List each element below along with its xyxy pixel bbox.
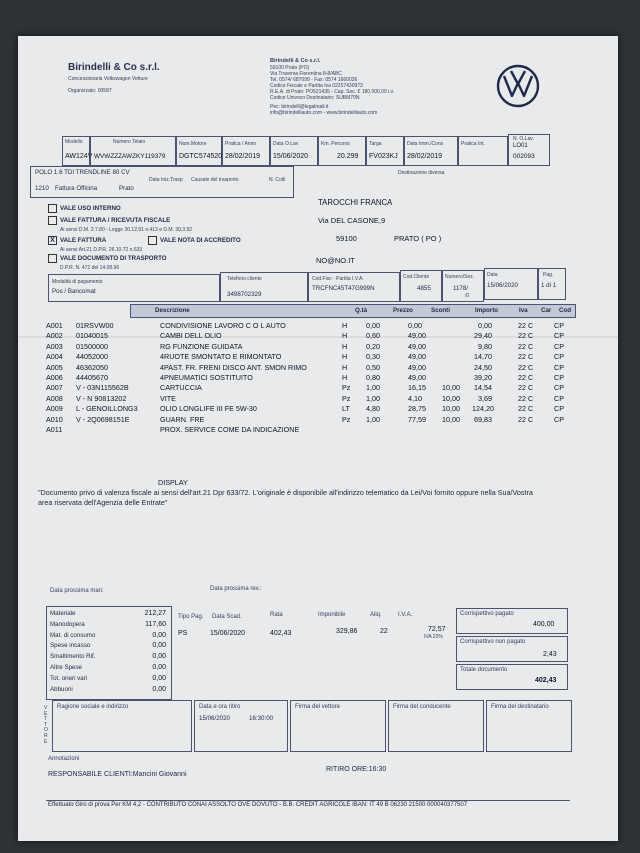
- doc-uso-interno: VALE USO INTERNO: [48, 204, 121, 213]
- field-modello: Modello AW124V: [62, 136, 90, 166]
- cell-desc: 4PAST. FR. FRENI DISCO ANT. SMON RIMO: [160, 362, 307, 372]
- field-olav: N. O.Lav. LO01 002093: [508, 134, 550, 166]
- cell-qty: 0,80: [366, 373, 380, 382]
- cell-code: 44052000: [76, 352, 108, 362]
- customer-street: Via DEL CASONE,9: [318, 216, 386, 225]
- cell-id: A008: [46, 393, 63, 403]
- vehicle-description-box: POLO 1.6 TDI TRENDLINE 80 CV Data Iniz.Trasp Causale del trasporto N. Colli 1210 Fattura Officina Prato: [30, 166, 294, 198]
- cell-code: V - N 90813202: [76, 393, 127, 403]
- cell-cod: CP: [554, 352, 564, 362]
- address-line: Codice Fiscale e Partita Iva 02257430973: [270, 83, 363, 89]
- address-line: Codice Univoco Destinatario: SUBM70N: [270, 95, 360, 101]
- fiscal-notice: "Documento privo di valenza fiscale ai sensi dell'art.21 Dpr 633/72. L'originale è disponibile all'indirizzo telematico da Lei/Voi fornito oppure nella Sua/Vostra area riservata dell'Agenzia delle Entrate": [38, 488, 533, 507]
- cell-qty: 0,30: [366, 352, 380, 362]
- cell-price: 4,10: [408, 393, 422, 403]
- cell-code: 44405670: [76, 373, 108, 382]
- table-row-extra: DISPLAY: [158, 478, 188, 487]
- firma-conducente-box: Firma del conducente: [388, 700, 484, 752]
- totals-label: Spese incasso: [50, 642, 91, 650]
- tax-scadenza: 15/06/2020: [210, 630, 246, 637]
- cell-amount: 0,00: [478, 321, 492, 330]
- tax-aliquota: 22: [380, 628, 388, 635]
- tax-iva-note: IVA 22%: [424, 634, 443, 640]
- cell-cod: CP: [554, 373, 564, 382]
- cell-um: H: [342, 362, 348, 372]
- company-pec: Pec: birindelli@legalmail.it: [270, 104, 329, 110]
- cell-iva: 22 C: [518, 383, 534, 393]
- doc-trasporto: VALE DOCUMENTO DI TRASPORTO: [48, 254, 167, 263]
- totals-label: Manodopera: [50, 620, 85, 628]
- cell-code: L - GENOILLONG3: [76, 404, 138, 414]
- cell-cod: CP: [554, 414, 564, 424]
- cell-id: A002: [46, 331, 63, 341]
- cell-price: 77,59: [408, 414, 426, 424]
- cell-desc: VITE: [160, 393, 176, 403]
- field-data-imm: Data Imm./Cons 28/02/2019: [404, 136, 458, 166]
- totals-value: 117,60: [145, 620, 166, 628]
- cf-box: Cod.Fisc - Partita I.V.A. TRCFNC45T47G999N: [308, 272, 400, 302]
- cell-cod: CP: [554, 393, 564, 403]
- doc-ricevuta: VALE FATTURA / RICEVUTA FISCALE: [48, 216, 170, 225]
- cell-qty: 1,00: [366, 393, 380, 403]
- totals-value: 0,00: [152, 664, 166, 671]
- cell-cod: CP: [554, 362, 564, 372]
- unpaid-value: 2,43: [543, 651, 557, 658]
- cell-qty: 0,60: [366, 331, 380, 341]
- totals-value: 0,00: [152, 685, 166, 693]
- cell-price: 49,00: [408, 331, 426, 341]
- invoice-document: Birindelli & Co s.r.l. Concessionaria Volkswagen Vetture Organizzato: 00587 Birindelli & Co s.r.l. 59100 Prato (PO) Via Traversa Fiorentina 8-8/ABC Tel. 0574/ 687099 - Fax: 0574 1660036 Codice Fiscale e Partita Iva 02257430973 R.E.A. di Prato: PO521435 - Cap. Soc. € 180.000,00 i.v. Codice Univoco Destinatario: SUBM70N Pec: birindelli@legalmail.it info@birindelliauto.com - www.birindelliauto.com Modello AW124V Numero Telaio WVWZZZAWZKY119379 Num.Motore DGTC574520 Pratica / Anno 28/02/2019 Data O.Lav 15/06/2020 Km. Percorsi 20.299 Targa FV023KJ Data Imm./Cons 28/02/2019 Pratica Int. N. O.Lav. LO01 002093 POLO 1.6 TDI TRENDLINE 80 CV Data Iniz.Trasp Causale del trasporto N. Colli 1210 Fattura Officina Prato Destinazione diversa VALE USO INTERNO VALE FATTURA / RICEVUTA FISCALE Ai sensi D.M. 2.7.80 - Legge 30.12.91 n.413 e D.M. 30.3.92 X VALE FATTURA VALE NOTA DI ACCREDITO Ai sensi Art.21 D.P.R. 26.10.72 n.633 VALE DOCUMENTO DI TRASPORTO D.P.R. N. 472 del 14.08.96 TAROCCHI FRANCA Via DEL CASONE,9 59100 PRATO ( PO ) NO@NO.IT Modalità di pagamento Pos / Bancomat Telefono cliente 3498702329 Cod.Fisc - Partita I.V.A. TRCFNC45T47G999N Cod.Cliente 4855 Numero/Sez. 1178/ /0 Data 15/06/2020 Pag. 1 di 1 Descrizione Q.tà Prezzo Sconti Importo Iva Car Cod A001 01RSVW00 CONDIVISIONE LAVORO C O L AUTO H 0,00 0,00 0,00 22 C CP A002 01040015 CAMBI DELL OLIO H 0,60 49,00 29,40 22 C CP A003 01500000 RG FUNZIONE GUIDATA H 0,20 49,00 9,80 22 C CP A004 44052000 4RUOTE SMONTATO E RIMONTATO H 0,30 49,00 14,70 22 C CP A005 46362050 4PAST. FR. FRENI DISCO ANT. SMON RIMO H 0,50 49,00 24,50 22 C CP A006 44405670 4PNEUMATICI SOSTITUITO H 0,80 49,00 39,20 22 C CP A007 V - 03N115562B CARTUCCIA Pz 1,00 16,15 10,00 14,54 22 C CP A008 V - N 90813202 VITE Pz 1,00 4,10 10,00 3,69 22 C CP A009 L - GENOILLONG3 OLIO LONGLIFE III FE 5W-30 LT 4,80 28,75 10,00 124,20 22 C CP A010 V - 2Q0698151E GUARN. FRE Pz 1,00 77,59 10,00 69,83 22 C CP A011 PROX. SERVICE COME DA INDICAZIONE DISPLAY "Documento privo di valenza fiscale ai sensi dell'art.21 Dpr 633/72. L'originale è disponibile all'indirizzo telematico da Lei/Voi fornito oppure nella Sua/Vostra area riservata dell'Agenzia delle Entrate" Data prossima man: Data prossima rev.: Materiale 212,27 Manodopera 117,60 Mat. di consumo 0,00 Spese incasso 0,00 Smaltimento Rif. 0,00 Altre Spese 0,00 Tot. oneri vari 0,00 Abbuoni 0,00 Tipo Pag. Data Scad. Rata Imponibile Aliq. I.V.A. PS 15/06/2020 402,43 329,86 22 72,57 IVA 22% Corrispettivo pagato 400,00 Corrispettivo non pagato 2,43 Totale documento 402,43 VETTORE Ragione sociale e indirizzo Data e ora ritiro 15/06/2020 16:30:00 Firma del vettore Firma del conducente Firma del destinatario Annotazioni RESPONSABILE CLIENTI:Mancini Giovanni RITIRO ORE:16:30 Effettuato Giro di prova Per KM 4,2 - CONTRIBUTO CONAI ASSOLTO OVE DOVUTO - B.B. CREDIT AGRICOLE IBAN: IT 49 B 06230 21500 000040377507: [18, 36, 618, 841]
- company-email: info@birindelliauto.com - www.birindelliauto.com: [270, 110, 378, 116]
- company-name: Birindelli & Co s.r.l.: [68, 62, 160, 73]
- cell-price: 49,00: [408, 362, 426, 372]
- cell-amount: 69,83: [474, 414, 492, 424]
- cell-qty: 0,50: [366, 362, 380, 372]
- cell-price: 49,00: [408, 352, 426, 362]
- cell-cod: CP: [554, 341, 564, 351]
- cell-desc: 4PNEUMATICI SOSTITUITO: [160, 373, 253, 382]
- address-line: R.E.A. di Prato: PO521435 - Cap. Soc. € 180.000,00 i.v.: [270, 89, 395, 95]
- cell-iva: 22 C: [518, 393, 534, 403]
- customer-city: PRATO ( PO ): [394, 234, 442, 243]
- cell-price: 28,75: [408, 404, 426, 414]
- date-box: Data 15/06/2020: [484, 268, 538, 300]
- phone-box: Telefono cliente 3498702329: [220, 272, 308, 302]
- cell-disc: 10,00: [442, 404, 460, 414]
- doc-accredito: VALE NOTA DI ACCREDITO: [148, 236, 241, 245]
- cell-desc: 4RUOTE SMONTATO E RIMONTATO: [160, 352, 282, 362]
- annotazioni-label: Annotazioni: [48, 756, 80, 762]
- firma-destinatario-box: Firma del destinatario: [486, 700, 572, 752]
- cell-amount: 3,69: [478, 393, 492, 403]
- totals-label: Materiale: [50, 610, 76, 617]
- cell-id: A009: [46, 404, 63, 414]
- cell-code: V - 03N115562B: [76, 383, 129, 393]
- cell-desc: GUARN. FRE: [160, 414, 205, 424]
- field-km: Km. Percorsi 20.299: [318, 136, 366, 166]
- cell-iva: 22 C: [518, 341, 534, 351]
- vettore-side-label: VETTORE: [44, 705, 48, 745]
- cell-price: 49,00: [408, 341, 426, 351]
- cell-code: 01RSVW00: [76, 321, 114, 330]
- field-pratica-int: Pratica Int.: [458, 136, 508, 166]
- cell-cod: CP: [554, 383, 564, 393]
- cell-cod: CP: [554, 404, 564, 414]
- cell-code: 01500000: [76, 341, 108, 351]
- cell-um: Pz: [342, 383, 351, 393]
- cell-code: 01040015: [76, 331, 108, 341]
- company-subtitle: Concessionaria Volkswagen Vetture: [68, 76, 148, 82]
- cell-id: A003: [46, 341, 63, 351]
- payment-box: Modalità di pagamento Pos / Bancomat: [48, 274, 220, 302]
- totals-value: 0,00: [152, 631, 166, 639]
- cell-qty: 1,00: [366, 383, 380, 393]
- ritiro-box: Data e ora ritiro 15/06/2020 16:30:00: [194, 700, 288, 752]
- footer-note: Effettuato Giro di prova Per KM 4,2 - CONTRIBUTO CONAI ASSOLTO OVE DOVUTO - B.B. CREDIT AGRICOLE IBAN: IT 49 B 06230 21500 000040377507: [48, 802, 468, 808]
- cell-um: H: [342, 321, 348, 330]
- cell-price: 16,15: [408, 383, 426, 393]
- ragione-box: Ragione sociale e indirizzo: [52, 700, 192, 752]
- cell-amount: 124,20: [472, 404, 494, 414]
- cell-um: H: [342, 341, 348, 351]
- cell-amount: 29,40: [474, 331, 492, 341]
- num-box: Numero/Sez. 1178/ /0: [442, 270, 484, 302]
- cell-um: H: [342, 331, 348, 341]
- cell-desc: PROX. SERVICE COME DA INDICAZIONE: [160, 425, 300, 434]
- paid-value: 400,00: [533, 621, 555, 628]
- tax-imponibile: 329,86: [336, 628, 358, 635]
- totals-value: 0,00: [152, 653, 166, 661]
- cell-amount: 24,50: [474, 362, 492, 372]
- vehicle-description: POLO 1.6 TDI TRENDLINE 80 CV: [35, 169, 130, 176]
- cell-desc: CONDIVISIONE LAVORO C O L AUTO: [160, 321, 286, 330]
- totals-label: Mat. di consumo: [50, 631, 96, 639]
- cell-um: Pz: [342, 393, 351, 403]
- field-data-olav: Data O.Lav 15/06/2020: [270, 136, 318, 166]
- prossima-man: Data prossima man:: [50, 588, 104, 594]
- cell-iva: 22 C: [518, 321, 534, 330]
- company-organizzato: Organizzato: 00587: [68, 88, 112, 94]
- cell-iva: 22 C: [518, 373, 534, 382]
- cell-price: 0,00: [408, 321, 422, 330]
- field-telaio: Numero Telaio WVWZZZAWZKY119379: [90, 136, 176, 166]
- cell-id: A005: [46, 362, 63, 372]
- address-line: Via Traversa Fiorentina 8-8/ABC: [270, 71, 342, 77]
- tax-tipo: PS: [178, 630, 188, 637]
- vw-logo-icon: [496, 64, 540, 108]
- cell-qty: 4,80: [366, 404, 380, 414]
- unpaid-box: Corrispettivo non pagato 2,43: [456, 636, 568, 662]
- cell-iva: 22 C: [518, 331, 534, 341]
- totals-label: Smaltimento Rif.: [50, 653, 96, 661]
- cell-um: H: [342, 373, 348, 382]
- customer-name: TAROCCHI FRANCA: [318, 198, 393, 207]
- cell-id: A010: [46, 414, 63, 424]
- field-targa: Targa FV023KJ: [366, 136, 404, 166]
- cell-desc: OLIO LONGLIFE III FE 5W-30: [160, 404, 257, 414]
- address-line: Tel. 0574/ 687099 - Fax: 0574 1660036: [270, 77, 358, 83]
- field-motore: Num.Motore DGTC574520: [176, 136, 222, 166]
- client-box: Cod.Cliente 4855: [400, 270, 442, 302]
- prossima-rev: Data prossima rev.:: [210, 586, 262, 592]
- cell-disc: 10,00: [442, 393, 460, 403]
- cell-code: 46362050: [76, 362, 108, 372]
- cell-qty: 0,00: [366, 321, 380, 330]
- totals-value: 0,00: [152, 674, 166, 682]
- cell-qty: 1,00: [366, 414, 380, 424]
- cell-id: A007: [46, 383, 63, 393]
- cell-id: A011: [46, 425, 63, 434]
- cell-cod: CP: [554, 331, 564, 341]
- total-box: Totale documento 402,43: [456, 664, 568, 690]
- tax-rata: 402,43: [270, 630, 292, 637]
- cell-id: A006: [46, 373, 63, 382]
- cell-amount: 9,80: [478, 341, 492, 351]
- doc-fattura: X VALE FATTURA: [48, 236, 106, 245]
- cell-id: A004: [46, 352, 63, 362]
- ritiro-ore: RITIRO ORE:16:30: [326, 766, 387, 773]
- cell-desc: CARTUCCIA: [160, 383, 202, 393]
- customer-cap: 59100: [336, 234, 357, 243]
- cell-iva: 22 C: [518, 404, 534, 414]
- destinazione-label: Destinazione diversa: [398, 170, 445, 176]
- paid-box: Corrispettivo pagato 400,00: [456, 608, 568, 634]
- company-address-title: Birindelli & Co s.r.l.: [270, 58, 321, 64]
- cell-amount: 14,70: [474, 352, 492, 362]
- cell-disc: 10,00: [442, 414, 460, 424]
- cell-iva: 22 C: [518, 414, 534, 424]
- totals-value: 0,00: [152, 642, 166, 650]
- cell-code: V - 2Q0698151E: [76, 414, 130, 424]
- cell-um: Pz: [342, 414, 351, 424]
- totals-label: Abbuoni: [50, 685, 73, 693]
- cell-amount: 39,20: [474, 373, 492, 382]
- cell-desc: CAMBI DELL OLIO: [160, 331, 222, 341]
- totals-value: 212,27: [144, 610, 166, 617]
- page-box: Pag. 1 di 1: [538, 268, 566, 300]
- customer-email: NO@NO.IT: [316, 256, 355, 265]
- divider: [46, 800, 570, 801]
- cell-iva: 22 C: [518, 362, 534, 372]
- cell-cod: CP: [554, 321, 564, 330]
- totals-label: Tot. oneri vari: [50, 674, 88, 682]
- totals-label: Altre Spese: [50, 664, 82, 671]
- address-line: 59100 Prato (PO): [270, 65, 310, 71]
- cell-um: H: [342, 352, 348, 362]
- cell-desc: RG FUNZIONE GUIDATA: [160, 341, 243, 351]
- cell-um: LT: [342, 404, 350, 414]
- total-value: 402,43: [535, 677, 557, 684]
- field-pratica: Pratica / Anno 28/02/2019: [222, 136, 270, 166]
- firma-vettore-box: Firma del vettore: [290, 700, 386, 752]
- cell-iva: 22 C: [518, 352, 534, 362]
- tax-iva: 72,57: [428, 626, 446, 633]
- cell-qty: 0,20: [366, 341, 380, 351]
- responsabile: RESPONSABILE CLIENTI:Mancini Giovanni: [48, 771, 187, 778]
- table-header: Descrizione Q.tà Prezzo Sconti Importo Iva Car Cod: [130, 304, 576, 318]
- cell-id: A001: [46, 321, 63, 330]
- cell-disc: 10,00: [442, 383, 460, 393]
- cell-price: 49,00: [408, 373, 426, 382]
- cell-amount: 14,54: [474, 383, 492, 393]
